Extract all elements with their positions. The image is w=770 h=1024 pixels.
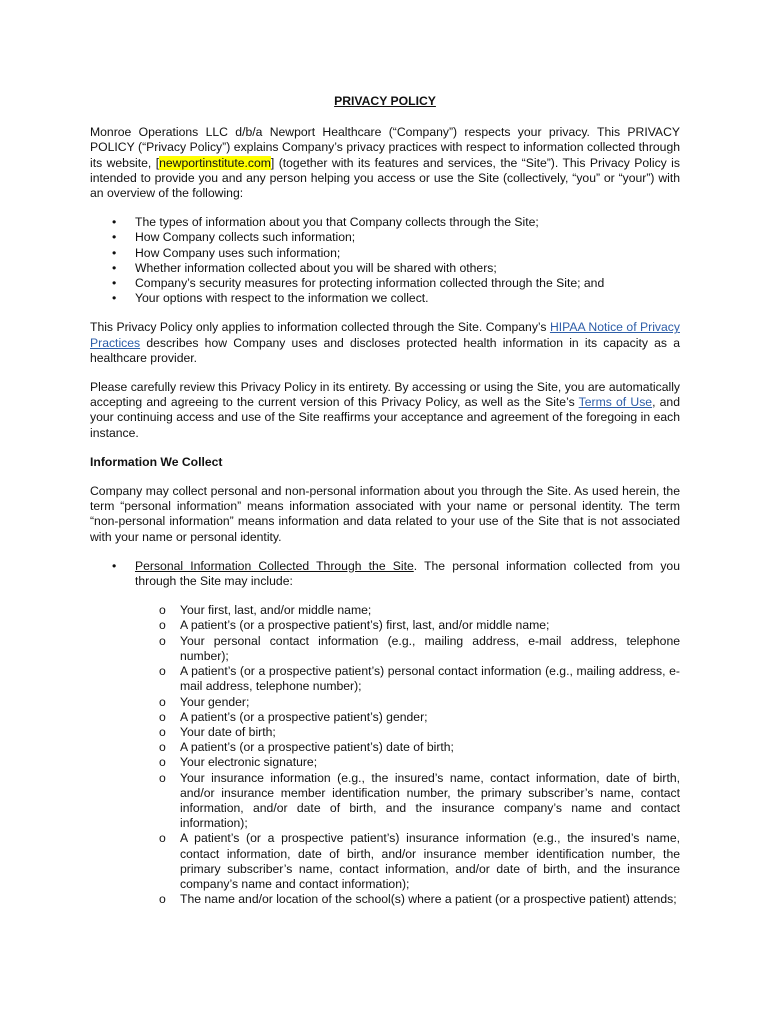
sub-list-item [135,771,680,832]
list-item [90,276,680,291]
sub-bullet-icon: o [159,724,166,739]
collect-paragraph: Company may collect personal and non-personal information about you through the Site. As used herein, the term “personal information” means information associated with your name or personal identity. The term “non-personal information” means information and data related to your use of the Site that is not associated with your name or personal identity. [90,484,680,544]
intro-paragraph [90,125,680,201]
sub-list-item [135,710,680,725]
list-item-text: How Company uses such information; [135,245,341,260]
sub-list-item [135,725,680,740]
list-item-text: The types of information about you that Company collects through the Site; [135,215,539,230]
sub-list-item-text: Your gender; [180,694,250,709]
bullet-icon: • [112,276,117,291]
personal-info-heading: Personal Information Collected Through the Site [135,558,414,573]
sub-bullet-icon: o [159,831,166,846]
page-title: PRIVACY POLICY [334,94,436,108]
list-item [90,291,680,306]
overview-list [90,215,680,306]
sub-list-item [135,740,680,755]
sub-bullet-icon: o [159,770,166,785]
sub-list-item [135,618,680,633]
sub-list-item-text: A patient’s (or a prospective patient’s) gender; [180,709,428,724]
sub-bullet-icon: o [159,618,166,633]
scope-text-start: This Privacy Policy only applies to information collected through the Site. Company’s [90,320,550,335]
sub-bullet-icon: o [159,709,166,724]
list-item [90,246,680,261]
sub-bullet-icon: o [159,740,166,755]
sub-list-item [135,603,680,618]
review-paragraph [90,380,680,441]
sub-list-item [135,634,680,664]
list-item [90,230,680,245]
scope-text-end: describes how Company uses and discloses protected health information in its capacity as a healthcare provider. [90,335,680,365]
bullet-icon: • [112,230,117,245]
personal-info-items [135,603,680,907]
terms-of-use-link[interactable]: Terms of Use [578,395,653,410]
sub-list-item-text: Your date of birth; [180,724,276,739]
list-item-text: How Company collects such information; [135,230,356,245]
list-item [90,215,680,230]
sub-list-item-text: Your electronic signature; [180,755,318,770]
sub-list-item [135,664,680,694]
sub-bullet-icon: o [159,892,166,907]
sub-list-item [135,755,680,770]
bullet-icon: • [112,245,117,260]
document-page [90,94,680,907]
list-item-text: Company’s security measures for protecting information collected through the Site; and [135,276,605,291]
section-heading: Information We Collect [90,454,223,469]
sub-bullet-icon: o [159,664,166,679]
site-link-highlight[interactable]: newportinstitute.com [159,155,271,170]
sub-list-item-text: A patient’s (or a prospective patient’s) date of birth; [180,740,454,755]
list-item [90,559,680,907]
sub-list-item-text: A patient’s (or a prospective patient’s) personal contact information (e.g., mailing address, e-mail address, telephone number); [180,664,680,694]
review-text-end: , and your continuing access and use of the Site reaffirms your acceptance and agreement of the foregoing in each instance. [90,395,680,440]
personal-info-intro: . The personal information collected from you through the Site may include: [135,558,680,589]
sub-list-item [135,695,680,710]
bullet-icon: • [112,558,117,573]
sub-bullet-icon: o [159,633,166,648]
sub-list-item-text: Your first, last, and/or middle name; [180,603,372,618]
intro-text-start: Monroe Operations LLC d/b/a Newport Healthcare (“Company”) respects your privacy. This PRIVACY POLICY (“Privacy Policy”) explains Company’s privacy practices with respect to information collected through its website, [ [90,125,680,170]
sub-list-item-text: Your personal contact information (e.g., mailing address, e-mail address, telephone number); [180,633,680,663]
list-item-text: Whether information collected about you will be shared with others; [135,260,497,275]
bullet-icon: • [112,291,117,306]
intro-text-end: ] (together with its features and services, the “Site”). This Privacy Policy is intended to provide you and any person helping you access or use the Site (collectively, “you” or “your”) with an overview of the following: [90,155,680,201]
review-text-start: Please carefully review this Privacy Policy in its entirety. By accessing or using the Site, you are automatically accepting and agreeing to the current version of this Privacy Policy, as well as the Site’s [90,380,680,410]
sub-list-item-text: The name and/or location of the school(s) where a patient (or a prospective patient) attends; [180,892,677,907]
sub-list-item-text: A patient’s (or a prospective patient’s) insurance information (e.g., the insured’s name, contact information, date of birth, and/or insurance member identification number, the primary subscriber’s name, contact information, and/or date of birth, and the insurance company’s name and contact information); [180,831,680,891]
sub-list-item [135,892,680,907]
list-item [90,261,680,276]
sub-list-item [135,831,680,892]
personal-info-list [90,559,680,907]
bullet-icon: • [112,260,117,275]
hipaa-notice-link[interactable]: HIPAA Notice of Privacy Practices [90,320,680,350]
bullet-icon: • [112,215,117,230]
sub-bullet-icon: o [159,694,166,709]
sub-bullet-icon: o [159,755,166,770]
scope-paragraph [90,320,680,366]
sub-list-item-text: Your insurance information (e.g., the insured’s name, contact information, date of birth, and/or insurance member identification number, the primary subscriber’s name, contact information, and/or date of birth, and the insurance company’s name and contact information); [180,770,680,831]
sub-bullet-icon: o [159,603,166,618]
list-item-text: Your options with respect to the information we collect. [135,291,429,306]
sub-list-item-text: A patient’s (or a prospective patient’s) first, last, and/or middle name; [180,618,550,633]
